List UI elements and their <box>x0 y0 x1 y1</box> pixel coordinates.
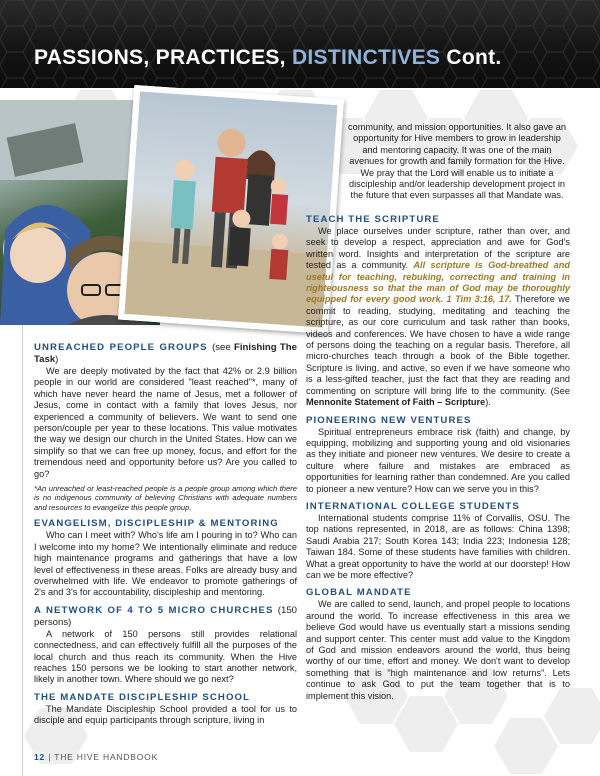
teach-scripture-body: We place ourselves under scripture, rather than over, and seek to develop a respect, appreciation and awe for God's written word. Insights and interpretation of the scripture are tested as a community. All scripture is God-breathed and useful for teaching, rebuking, correcting and training in righteousness so that the man of God may be thoroughly equipped for every good work. 1 Tim 3:16, 17. Therefore we commit to reading, studying, meditating and teaching the scripture, as our core curriculum and task rather than books, videos and conferences. We have chosen to have a wide range of persons doing the teaching on a regular basis. Therefore, all micro-churches teach through a book of the Bible together. Scripture is living, and active, so even if we have someone who is a less-gifted teacher, just the fact that they are reading and commenting on scripture will bring life to the community. (See Mennonite Statement of Faith – Scripture). <box>306 226 570 408</box>
unreached-body: We are deeply motivated by the fact that 42% or 2.9 billion people in our world are considered "least reached"*, many of which have never heard the name of Jesus, met a follower of Jesus, come in contact with a family that loves Jesus, nor experienced a community of believers. We want to send one person/couple per year to these locations. This value motivates the way we design our church in the United States. How can we simplify so that we can free up money, focus, and effort for the tremendous need and opportunity before us? Are you called to go? <box>34 366 297 479</box>
scripture-quote: All scripture is God-breathed and useful for teaching, rebuking, correcting and training in righteousness so that the man of God may be thoroughly equipped for every good work. 1 Tim 3:16, 17. <box>306 260 570 305</box>
unreached-heading: UNREACHED PEOPLE GROUPS (see Finishing The Task) <box>34 342 297 365</box>
book-title: THE HIVE HANDBOOK <box>54 752 159 762</box>
pioneering-body: Spiritual entrepreneurs embrace risk (faith) and change, by equipping, mobilizing and supporting young and old visionaries as they initiate and pioneer new ventures. We desire to create a culture where failure and mistakes are embraced as opportunities for learning rather than condemned. Are you called to pioneer a new venture? How can we serve you in this? <box>306 426 570 494</box>
margin-rule <box>22 300 23 776</box>
evangelism-heading: EVANGELISM, DISCIPLESHIP & MENTORING <box>34 518 279 530</box>
mandate-school-body: The Mandate Discipleship School provided a tool for us to disciple and equip participants through scripture, living in <box>34 703 297 726</box>
evangelism-body: Who can I meet with? Who's life am I pouring in to? Who can I welcome into my home? We intentionally eliminate and reduce high maintenance programs and gatherings that have a low level of effectiveness in these areas. Folks are already busy and overwhelmed with life. We endeavor to promote gatherings of 2's and 3's for accountability, discipleship and mentoring. <box>34 530 297 598</box>
mandate-continued-text: community, and mission opportunities. It also gave an opportunity for Hive members to grow in leadership and mentoring capacity. It was one of the main avenues for growth and family formation for the Hive. We pray that the Lord will enable us to initiate a discipleship and/or leadership development project in the future that even surpasses all that Mandate was. <box>348 122 566 201</box>
international-students-heading: INTERNATIONAL COLLEGE STUDENTS <box>306 500 520 512</box>
global-mandate-body: We are called to send, launch, and propel people to locations around the world. To increase effectiveness in this area we believe God would have us eventually start a missions sending and support center. This center must add value to the Kingdom of God and mission endeavors around the world, thus being worthy of our time, effort and money. We don't want to develop something that is "high maintenance and low returns". Lets continue to ask God to put the team together that is to implement this vision. <box>306 599 570 701</box>
hex-texture <box>0 0 600 88</box>
mandate-school-heading: THE MANDATE DISCIPLESHIP SCHOOL <box>34 691 251 703</box>
right-column-intro <box>345 122 569 202</box>
unreached-footnote: *An unreached or least-reached people is a people group among which there is no indigenous community of believing Christians with adequate numbers and resources to evangelize this people group. <box>34 484 297 512</box>
international-students-body: International students comprise 11% of Corvallis, OSU. The top nations represented, in 2018, are as follows: China 1398; Saudi Arabia 217; South Korea 143; India 223; Indonesia 128; Taiwan 184. Some of these students have families with children. What a great opportunity to have the world at our doorstep! How can we be more effective? <box>306 512 570 580</box>
page-header <box>0 0 600 88</box>
mennonite-statement-reference: Mennonite Statement of Faith – Scripture <box>306 397 486 408</box>
page-footer: 12 | THE HIVE HANDBOOK <box>34 752 159 762</box>
left-column <box>34 342 297 727</box>
global-mandate-heading: GLOBAL MANDATE <box>306 587 412 599</box>
teach-scripture-heading: TEACH THE SCRIPTURE <box>306 214 440 225</box>
finishing-the-task-reference: Finishing The Task <box>34 342 297 365</box>
page-title: PASSIONS, PRACTICES, DISTINCTIVES Cont. <box>34 46 502 69</box>
network-heading: A NETWORK OF 4 TO 5 MICRO CHURCHES (150 persons) <box>34 604 297 628</box>
page-number: 12 <box>34 752 46 762</box>
right-column <box>306 214 570 702</box>
network-body: A network of 150 persons still provides relational connectedness, and can effectively fulfill all the purposes of the local church and thus reach its community. When the Hive reaches 150 persons we be looking to start another network, likely in another town. Where should we go next? <box>34 628 297 685</box>
pioneering-heading: PIONEERING NEW VENTURES <box>306 414 472 426</box>
